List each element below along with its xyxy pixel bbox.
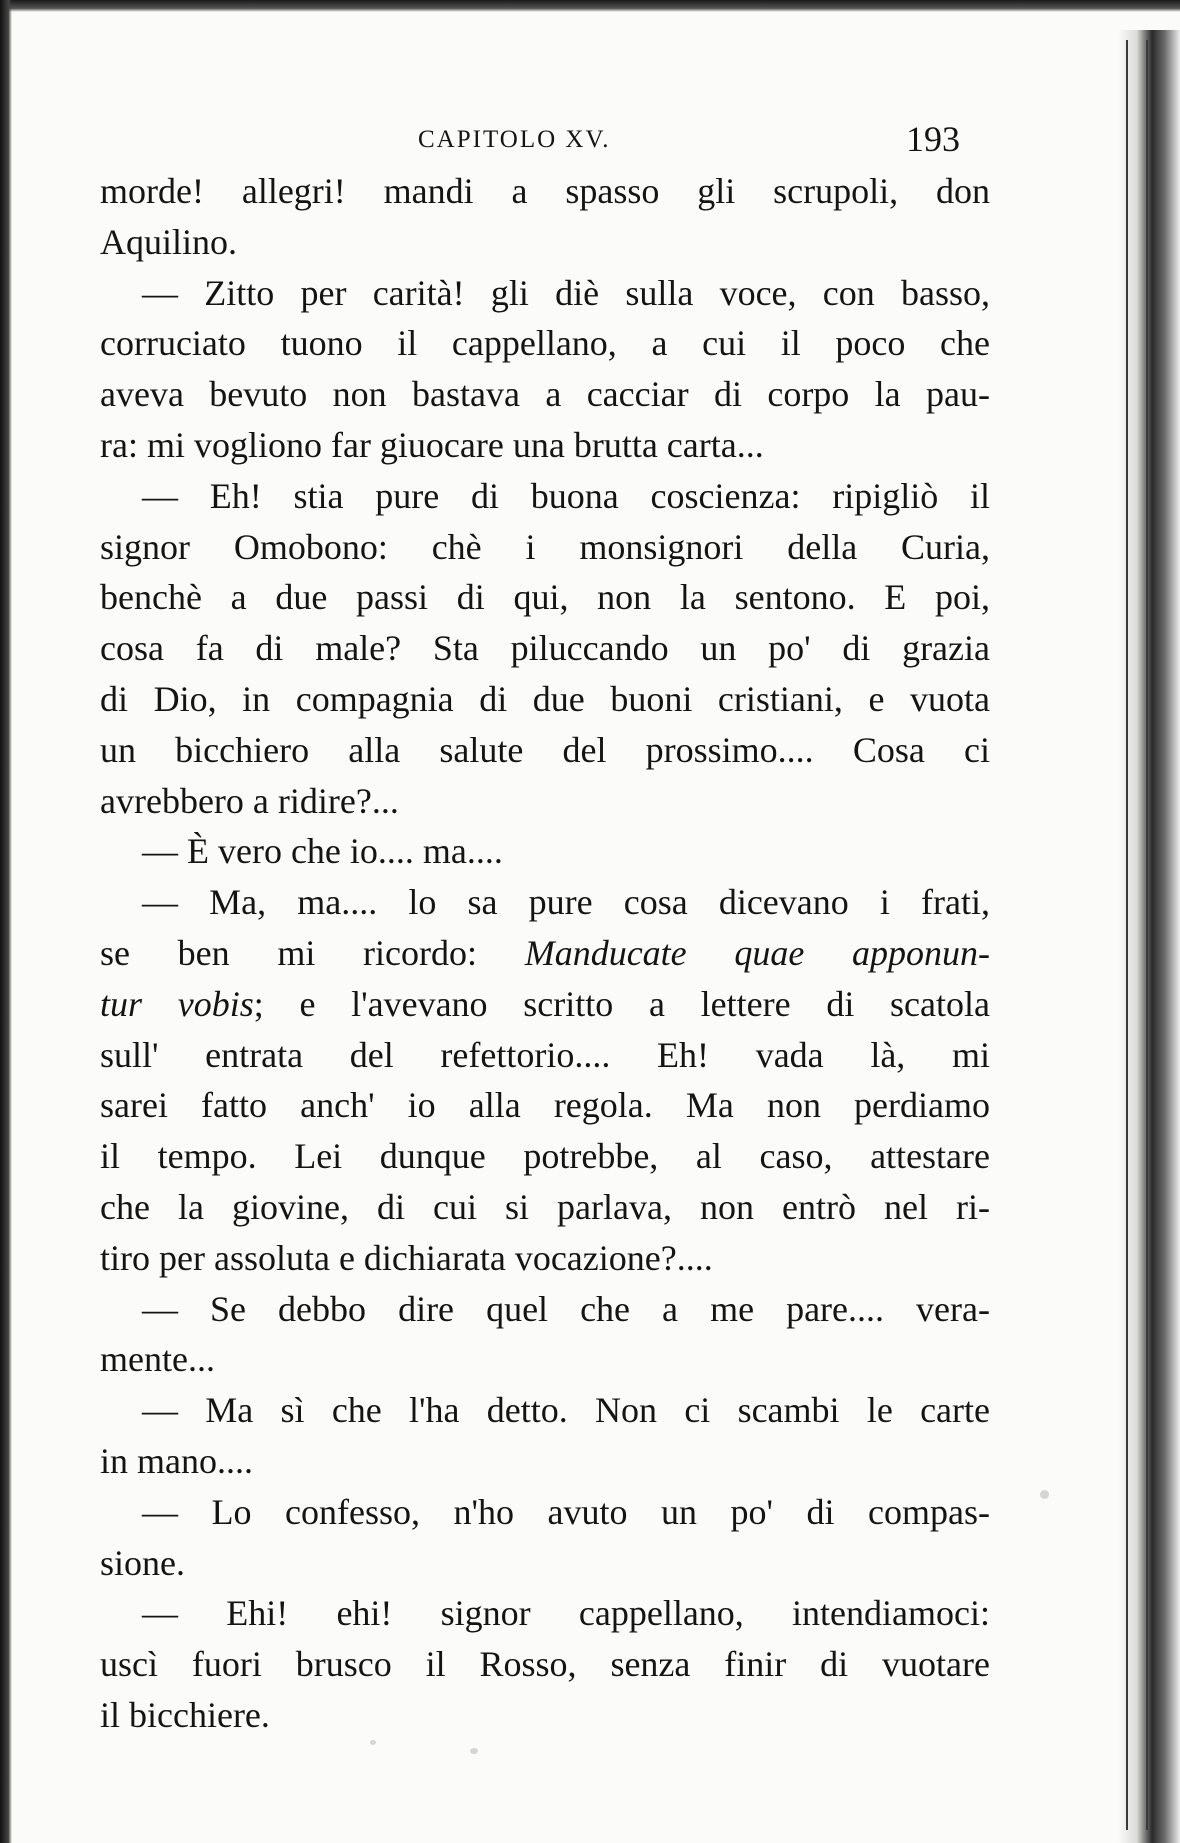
text-line: benchè a due passi di qui, non la sentono. E poi, [100, 577, 990, 618]
text-segment: ; e l'avevano scritto a lettere di scatola [253, 983, 990, 1024]
text-line: — Ma sì che l'ha detto. Non ci scambi le carte [142, 1390, 990, 1431]
text-line: tiro per assoluta e dichiarata vocazione?.... [100, 1237, 713, 1278]
text-line: corruciato tuono il cappellano, a cui il poco che [100, 323, 990, 364]
body-text [100, 166, 990, 1741]
paper-speck [370, 1740, 376, 1745]
text-line: il tempo. Lei dunque potrebbe, al caso, attestare [100, 1136, 990, 1177]
text-line: Aquilino. [100, 221, 238, 262]
italic-latin-quote: Manducate quae apponun- [524, 932, 990, 973]
text-line: avrebbero a ridire?... [100, 780, 399, 821]
text-line: ra: mi vogliono far giuocare una brutta carta... [100, 424, 764, 465]
page-binding-shadow-left [0, 0, 12, 1843]
text-line: — Lo confesso, n'ho avuto un po' di compas- [142, 1491, 990, 1532]
text-line: che la giovine, di cui si parlava, non entrò nel ri- [100, 1186, 990, 1227]
text-line: signor Omobono: chè i monsignori della Curia, [100, 526, 990, 567]
text-line: aveva bevuto non bastava a cacciar di corpo la pau- [100, 374, 990, 415]
text-line: un bicchiero alla salute del prossimo.... Cosa ci [100, 729, 990, 770]
text-line [100, 979, 990, 1030]
text-segment: se ben mi ricordo: [100, 932, 525, 973]
text-line: — Ma, ma.... lo sa pure cosa dicevano i frati, [142, 882, 990, 923]
text-line [100, 928, 990, 979]
text-line: sull' entrata del refettorio.... Eh! vada là, mi [100, 1034, 990, 1075]
page-number: 193 [906, 119, 960, 159]
text-line: mente... [100, 1339, 215, 1380]
text-line: in mano.... [100, 1440, 253, 1481]
text-line: morde! allegri! mandi a spasso gli scrupoli, don [100, 171, 990, 211]
running-title: CAPITOLO XV. [418, 126, 611, 153]
text-line: il bicchiere. [100, 1694, 270, 1735]
page-binding-shadow-top [0, 0, 1180, 12]
page-edge-line [1126, 40, 1128, 1830]
text-line: — Ehi! ehi! signor cappellano, intendiamoci: [142, 1593, 990, 1634]
paper-speck [1040, 1490, 1049, 1499]
text-line: — È vero che io.... ma.... [142, 831, 503, 872]
text-line: uscì fuori brusco il Rosso, senza finir di vuotare [100, 1644, 990, 1685]
text-line: — Zitto per carità! gli diè sulla voce, con basso, [142, 272, 990, 313]
text-line: sione. [100, 1542, 185, 1583]
page-header [100, 118, 960, 164]
italic-latin-quote: tur vobis [100, 983, 254, 1024]
text-line: — Eh! stia pure di buona coscienza: ripigliò il [142, 475, 990, 516]
paper-speck [470, 1748, 478, 1754]
text-line: cosa fa di male? Sta piluccando un po' di grazia [100, 628, 990, 669]
text-line: — Se debbo dire quel che a me pare.... vera- [142, 1288, 990, 1329]
page-edge-line [1146, 40, 1148, 1830]
text-line: di Dio, in compagnia di due buoni cristiani, e vuota [100, 678, 990, 719]
text-line: sarei fatto anch' io alla regola. Ma non perdiamo [100, 1085, 990, 1126]
